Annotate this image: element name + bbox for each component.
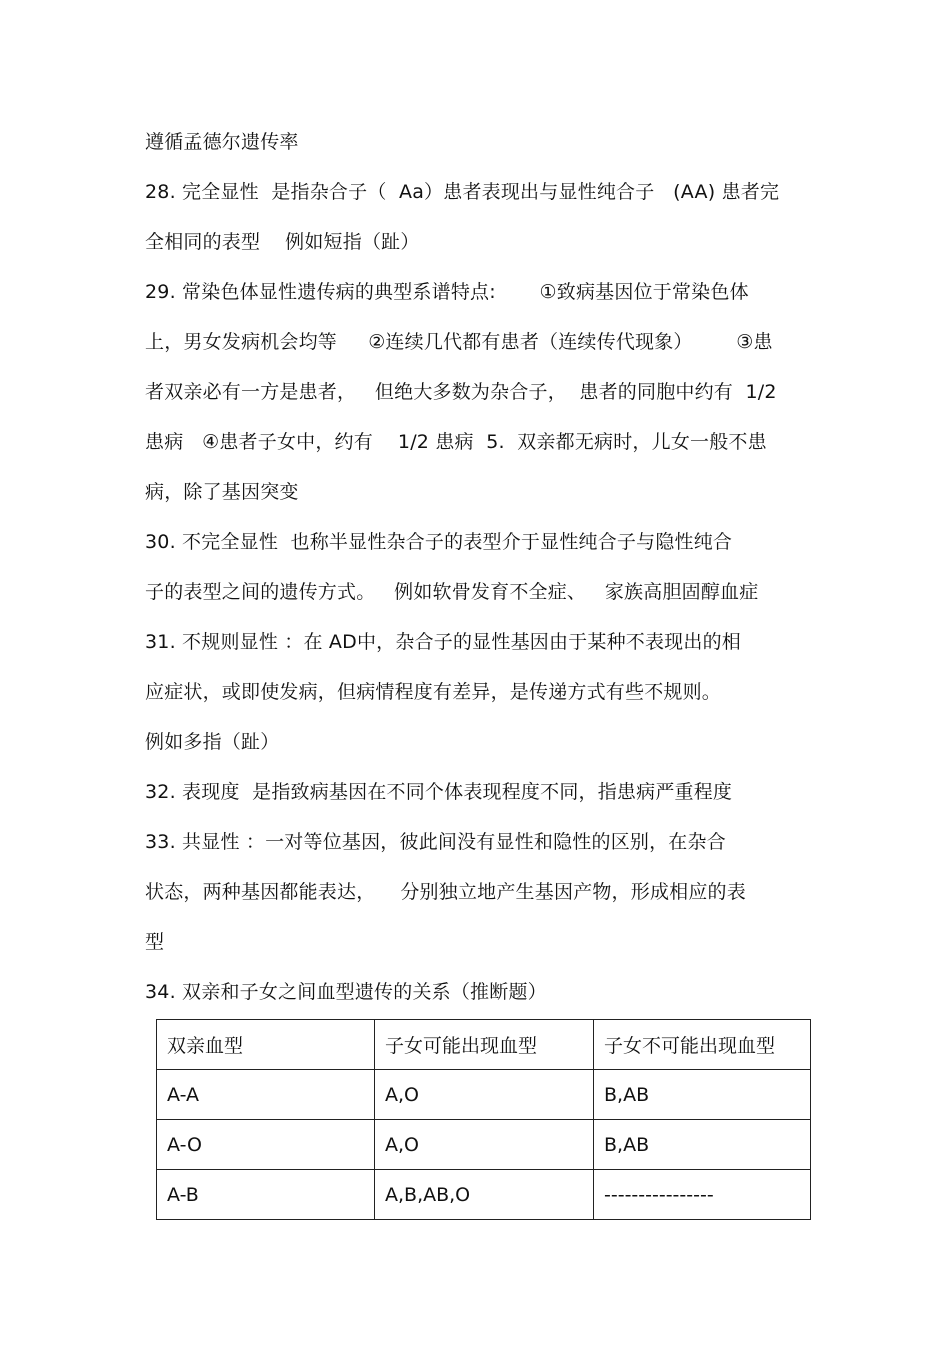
table-cell: A,O [375, 1120, 594, 1170]
text-line: 28. 完全显性 是指杂合子（ Aa）患者表现出与显性纯合子 (AA) 患者完 [145, 181, 780, 203]
text-line: 29. 常染色体显性遗传病的典型系谱特点: ①致病基因位于常染色体 [145, 281, 749, 303]
table-cell: B,AB [594, 1070, 811, 1120]
table-cell: A,O [375, 1070, 594, 1120]
blood-type-table [156, 1019, 811, 1220]
text-line: 状态，两种基因都能表达， 分别独立地产生基因产物，形成相应的表 [145, 881, 746, 903]
table-cell: A,B,AB,O [375, 1170, 594, 1220]
table-row [157, 1170, 811, 1220]
table-cell: ---------------- [594, 1170, 811, 1220]
table-row [157, 1120, 811, 1170]
text-line: 型 [145, 931, 165, 953]
table-header-cell: 子女可能出现血型 [375, 1020, 594, 1070]
table-row [157, 1070, 811, 1120]
text-line: 32. 表现度 是指致病基因在不同个体表现程度不同，指患病严重程度 [145, 781, 733, 803]
text-line: 应症状，或即使发病，但病情程度有差异，是传递方式有些不规则。 [145, 681, 722, 703]
text-line: 患病 ④患者子女中，约有 1/2 患病 5. 双亲都无病时，儿女一般不患 [145, 431, 767, 453]
text-line: 31. 不规则显性 ：在 AD中，杂合子的显性基因由于某种不表现出的相 [145, 631, 741, 653]
text-line: 例如多指（趾） [145, 731, 280, 753]
table-header-cell: 子女不可能出现血型 [594, 1020, 811, 1070]
table-cell: A-A [157, 1070, 375, 1120]
table-cell: A-O [157, 1120, 375, 1170]
text-line: 全相同的表型 例如短指（趾） [145, 231, 420, 253]
text-line: 子的表型之间的遗传方式。 例如软骨发育不全症、 家族高胆固醇血症 [145, 581, 759, 603]
text-line: 病，除了基因突变 [145, 481, 299, 503]
table-header-row [157, 1020, 811, 1070]
text-line: 者双亲必有一方是患者， 但绝大多数为杂合子， 患者的同胞中约有 1/2 [145, 381, 777, 403]
text-line: 33. 共显性 ：一对等位基因，彼此间没有显性和隐性的区别，在杂合 [145, 831, 726, 853]
table-cell: B,AB [594, 1120, 811, 1170]
table-cell: A-B [157, 1170, 375, 1220]
text-line: 30. 不完全显性 也称半显性杂合子的表型介于显性纯合子与隐性纯合 [145, 531, 733, 553]
text-line: 34. 双亲和子女之间血型遗传的关系（推断题） [145, 981, 547, 1003]
table-header-cell: 双亲血型 [157, 1020, 375, 1070]
text-line: 遵循孟德尔遗传率 [145, 131, 299, 153]
text-line: 上，男女发病机会均等 ②连续几代都有患者（连续传代现象） ③患 [145, 331, 773, 353]
